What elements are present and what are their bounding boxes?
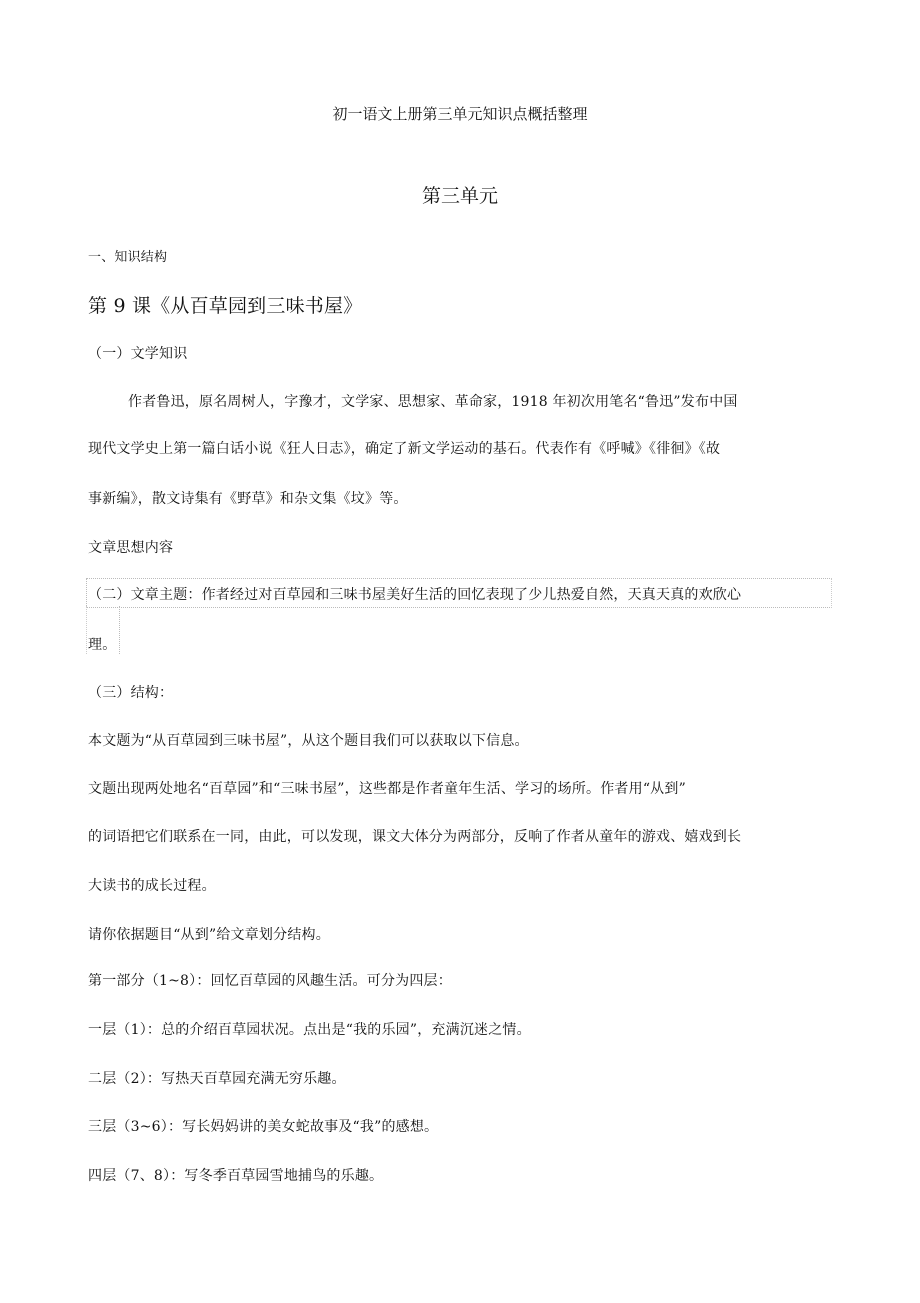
section-heading-knowledge-structure: 一、知识结构 bbox=[88, 250, 168, 265]
content-label: 文章思想内容 bbox=[88, 540, 174, 556]
layer-item: 一层（1）：总的介绍百草园状况。点出是“我的乐园”，充满沉迷之情。 bbox=[88, 1022, 531, 1038]
layer-item: 三层（3~6）：写长妈妈讲的美女蛇故事及“我”的感想。 bbox=[88, 1119, 439, 1135]
layer-item: 二层（2）：写热天百草园充满无穷乐趣。 bbox=[88, 1071, 346, 1087]
layer-item: 四层（7、8）：写冬季百草园雪地捕鸟的乐趣。 bbox=[88, 1168, 384, 1184]
structure-line-2: 文题出现两处地名“百草园”和“三味书屋”，这些都是作者童年生活、学习的场所。作者用“从到” bbox=[88, 781, 686, 797]
structure-line-4: 大读书的成长过程。 bbox=[88, 878, 216, 894]
theme-line-2: 理。 bbox=[88, 637, 117, 653]
structure-line-1: 本文题为“从百草园到三味书屋”，从这个题目我们可以获取以下信息。 bbox=[88, 733, 529, 749]
structure-line-3: 的词语把它们联系在一同，由此，可以发现，课文大体分为两部分，反响了作者从童年的游戏、嬉戏到长 bbox=[88, 829, 742, 845]
theme-line-1: （二）文章主题：作者经过对百草园和三味书屋美好生活的回忆表现了少儿热爱自然，天真天真的欢欣心 bbox=[88, 587, 742, 603]
literary-knowledge-paragraph-line-1: 作者鲁迅，原名周树人，字豫才，文学家、思想家、革命家，1918 年初次用笔名“鲁迅”发布中国 bbox=[128, 394, 738, 410]
structure-line-5: 请你依据题目“从到”给文章划分结构。 bbox=[88, 927, 330, 943]
literary-knowledge-paragraph-line-2: 现代文学史上第一篇白话小说《狂人日志》，确定了新文学运动的基石。代表作有《呼喊》《徘徊》《故 bbox=[88, 441, 721, 457]
part-one-summary: 第一部分（1~8）：回忆百草园的风趣生活。可分为四层： bbox=[88, 973, 452, 989]
document-title: 初一语文上册第三单元知识点概括整理 bbox=[332, 105, 588, 123]
literary-knowledge-paragraph-line-3: 事新编》，散文诗集有《野草》和杂文集《坟》等。 bbox=[88, 491, 408, 507]
lesson-title: 第 9 课《从百草园到三味书屋》 bbox=[88, 295, 363, 317]
literary-knowledge-heading: （一）文学知识 bbox=[88, 346, 188, 362]
unit-title: 第三单元 bbox=[421, 185, 498, 207]
structure-heading: （三）结构： bbox=[88, 685, 174, 701]
